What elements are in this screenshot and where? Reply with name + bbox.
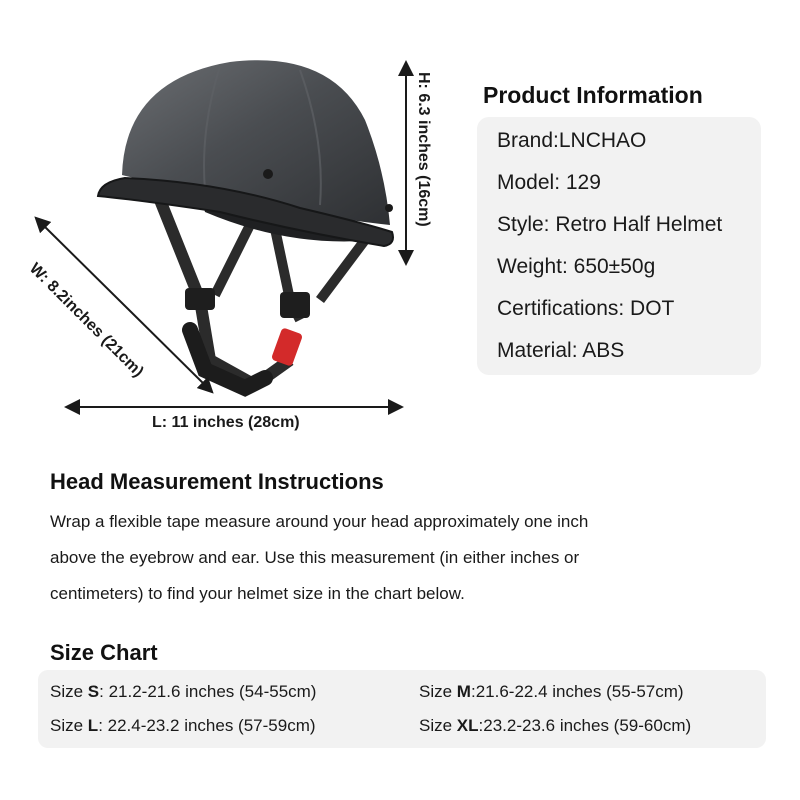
width-dimension-label: W: 8.2inches (21cm)	[25, 260, 147, 381]
measurement-line-2: above the eyebrow and ear. Use this measurement (in either inches or	[50, 548, 580, 567]
size-code: M	[456, 682, 471, 701]
size-xl-entry	[419, 716, 691, 736]
size-prefix: Size	[50, 716, 88, 735]
info-material: Material: ABS	[497, 339, 625, 362]
size-chart-panel	[38, 670, 766, 748]
size-prefix: Size	[50, 682, 88, 701]
size-code: L	[87, 716, 99, 735]
size-range: :23.2-23.6 inches (59-60cm)	[478, 716, 692, 735]
size-l-entry	[50, 716, 316, 736]
size-range: : 21.2-21.6 inches (54-55cm)	[99, 682, 317, 701]
size-code: XL	[456, 716, 479, 735]
measurement-line-1: Wrap a flexible tape measure around your head approximately one inch	[50, 512, 589, 531]
info-brand: Brand:LNCHAO	[497, 129, 647, 152]
buckle-red-tab	[271, 327, 303, 366]
helmet-shell	[98, 60, 393, 246]
info-weight: Weight: 650±50g	[497, 255, 656, 278]
size-range: :21.6-22.4 inches (55-57cm)	[470, 682, 684, 701]
size-range: : 22.4-23.2 inches (57-59cm)	[98, 716, 316, 735]
measurement-line-3: centimeters) to find your helmet size in the chart below.	[50, 584, 465, 603]
size-prefix: Size	[419, 682, 457, 701]
measurement-heading: Head Measurement Instructions	[50, 469, 384, 494]
length-dimension-label: L: 11 inches (28cm)	[152, 414, 300, 431]
size-chart-heading: Size Chart	[50, 640, 158, 665]
size-m-entry	[419, 682, 684, 702]
size-prefix: Size	[419, 716, 457, 735]
height-dimension-label: H: 6.3 inches (16cm)	[415, 72, 432, 227]
info-certifications: Certifications: DOT	[497, 297, 675, 320]
info-style: Style: Retro Half Helmet	[497, 213, 723, 236]
info-model: Model: 129	[497, 171, 601, 194]
product-info-heading: Product Information	[483, 82, 703, 108]
size-s-entry	[50, 682, 316, 702]
size-code: S	[87, 682, 100, 701]
product-info-panel	[477, 117, 761, 375]
